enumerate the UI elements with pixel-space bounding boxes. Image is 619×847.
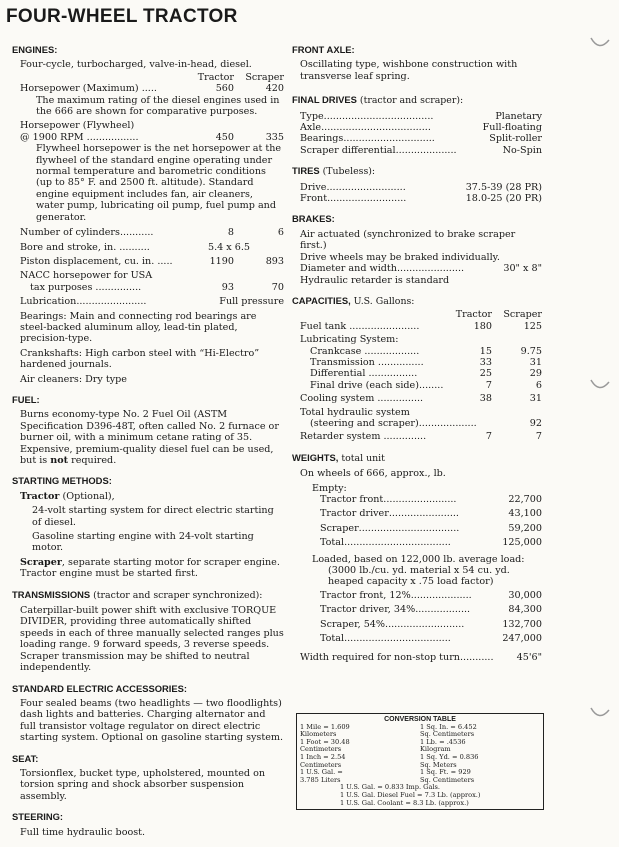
section-heading: TRANSMISSIONS (tractor and scraper synchronized):: [12, 588, 263, 601]
spec-row: Tractor front ........................ 22,700: [320, 494, 542, 505]
spec-row: Horsepower (Maximum) ..... 560 420: [20, 83, 284, 95]
crankshafts-text: Crankshafts: High carbon steel with “Hi-Electro” hardened journals.: [20, 347, 260, 371]
spec-row: Tractor driver, 34% .................. 84,300: [320, 604, 542, 616]
conversion-entry: 1 Lb. = .4536 Kilogram: [420, 737, 466, 754]
conversion-entry: 1 Sq. In. = 6.452 Sq. Centimeters: [420, 722, 477, 739]
conversion-entry: 1 U.S. Gal. Diesel Fuel = 7.3 Lb. (approx.): [340, 790, 481, 799]
spec-row: Scraper ................................. 59,200: [320, 522, 542, 534]
scraper-starting: Scraper, separate starting motor for scraper engine. Tractor engine must be started first.: [20, 556, 280, 580]
brakes-line: Air actuated (synchronized to brake scraper first.): [300, 228, 516, 252]
spec-row: Drive .......................... 37.5-39 (28 PR): [300, 181, 542, 193]
conversion-entry: 1 U.S. Gal. Coolant = 8.3 Lb. (approx.): [340, 798, 469, 807]
weights-line: heaped capacity x .75 load factor): [328, 576, 494, 588]
spec-row: tax purposes ............... 93 70: [30, 281, 284, 293]
final-drives-section: [292, 94, 542, 156]
spec-row: Total ................................... 125,000: [320, 537, 542, 549]
table-row: Fuel tank ....................... 180 125: [300, 320, 542, 332]
section-heading: FRONT AXLE:: [292, 44, 355, 55]
spec-row: Type .................................... Planetary: [300, 110, 542, 122]
table-row: (steering and scraper)................... 92: [310, 417, 542, 429]
note: Flywheel horsepower is the net horsepower at the flywheel of the standard engine operating under normal temperature and barometric conditions (up to 85° F. and 2500 ft. altitude). Standard engine equipment includes fan, air cleaners, water pump, lubricating oil pump, fuel pump and generator.: [36, 143, 282, 223]
spec-row: Bearings .............................. Split-roller: [300, 133, 542, 145]
table-row: Final drive (each side)........ 7 6: [310, 379, 542, 391]
transmissions-text: Caterpillar-built power shift with exclusive TORQUE DIVIDER, providing three automatically shifted speeds in each of three manually selected ranges plus loading range. 9 forward speeds, 3 reverse speeds. Scraper transmission may be shifted to neutral independently.: [20, 605, 284, 674]
table-row: Retarder system .............. 7 7: [300, 431, 542, 443]
table-row: Differential ................ 25 29: [310, 368, 542, 380]
spec-row: Front .......................... 18.0-25 (20 PR): [300, 193, 542, 205]
spec-row: Bore and stroke, in. .......... 5.4 x 6.5: [20, 241, 251, 253]
weights-line: On wheels of 666, approx., lb.: [300, 468, 446, 480]
front-axle-text: Oscillating type, wishbone construction with transverse leaf spring.: [300, 59, 518, 82]
section-heading: FINAL DRIVES (tractor and scraper):: [292, 94, 464, 107]
section-heading: ENGINES:: [12, 44, 58, 55]
air-cleaners-text: Air cleaners: Dry type: [20, 373, 127, 385]
section-heading: STARTING METHODS:: [12, 475, 112, 487]
spec-row: Number of cylinders........... 8 6: [20, 227, 284, 239]
electric-section: [12, 683, 284, 744]
spec-row: Axle .................................... Full-floating: [300, 122, 542, 134]
fuel-text: Burns economy-type No. 2 Fuel Oil (ASTM Specification D396-48T, often called No. 2 furnace or burner oil, with a minimum cetane rating of 35. Expensive, premium-quality diesel fuel can be used, but is not required.: [20, 409, 279, 466]
weights-line: (3000 lb./cu. yd. material x 54 cu. yd.: [328, 565, 510, 577]
capacities-section: [292, 295, 542, 443]
spec-row: Width required for non-stop turn ........... 45'6": [300, 652, 542, 664]
fuel-section: [12, 394, 284, 466]
section-heading: STANDARD ELECTRIC ACCESSORIES:: [12, 682, 188, 694]
conversion-table: [296, 713, 544, 810]
spec-label: Horsepower (Flywheel): [20, 120, 135, 132]
tires-section: [292, 165, 542, 204]
table-row: Transmission ............... 33 31: [310, 356, 542, 368]
brakes-line: Hydraulic retarder is standard: [300, 274, 450, 286]
conversion-entry: 1 U.S. Gal. = 3.785 Liters: [300, 768, 343, 784]
brakes-section: [292, 213, 542, 285]
spec-row: Diameter and width ...................... 30" x 8": [300, 263, 542, 275]
bearings-text: Bearings: Main and connecting rod bearings are steel-backed aluminum alloy, lead-tin plated, precision-type.: [20, 310, 257, 345]
section-heading: WEIGHTS, total unit: [292, 451, 385, 464]
col-tractor: Tractor: [455, 309, 492, 321]
table-row: Crankcase .................. 15 9.75: [310, 345, 542, 357]
conversion-entry: 1 U.S. Gal. = 0.833 Imp. Gals.: [340, 783, 440, 792]
starting-option: Gasoline starting engine with 24-volt starting motor.: [32, 531, 254, 554]
seat-section: [12, 753, 284, 803]
conversion-entry: 1 Sq. Ft. = 929 Sq. Centimeters: [420, 768, 475, 784]
page-title: FOUR-WHEEL TRACTOR: [6, 6, 238, 27]
weights-section: [292, 452, 542, 664]
spec-label: NACC horsepower for USA: [20, 270, 153, 282]
steering-section: [12, 811, 284, 838]
conversion-entry: 1 Inch = 2.54 Centimeters: [300, 752, 346, 769]
col-scraper: Scraper: [245, 71, 284, 83]
front-axle-section: [292, 44, 542, 82]
starting-section: STARTING METHODS: Tractor (Optional), 24-volt starting system for direct electric starting of diesel. Gasoline starting engine with 24-volt starting motor. Scraper, separate starting motor for scraper engine. Tractor engine must be started first.: [12, 475, 284, 579]
section-heading: CAPACITIES, U.S. Gallons:: [292, 294, 415, 307]
spec-label: Total hydraulic system: [300, 406, 410, 418]
steering-text: Full time hydraulic boost.: [20, 826, 146, 838]
punch-hole-icon: [585, 30, 613, 58]
weights-line: Loaded, based on 122,000 lb. average load:: [312, 553, 525, 565]
transmissions-section: [12, 589, 284, 674]
spec-row: Scraper, 54% .......................... 132,700: [320, 618, 542, 630]
spec-row: Total ................................... 247,000: [320, 633, 542, 645]
spec-row: Scraper differential .................... No-Spin: [300, 144, 542, 156]
electric-text: Four sealed beams (two headlights — two floodlights) dash lights and batteries. Charging alternator and full transistor voltage regulator on direct electric starting system. Optional on gasoline starting system.: [20, 697, 284, 744]
conversion-entry: 1 Foot = 30.48 Centimeters: [300, 737, 350, 754]
section-heading: FUEL:: [12, 393, 40, 405]
col-scraper: Scraper: [503, 309, 542, 321]
punch-hole-icon: [585, 700, 613, 728]
spec-row: Lubrication....................... Full pressure: [20, 296, 284, 308]
spec-row: Tractor front, 12% .................... 30,000: [320, 589, 542, 601]
left-column: [12, 44, 284, 847]
conversion-entry: 1 Mile = 1.609 Kilometers: [300, 722, 350, 739]
punch-hole-icon: [585, 372, 613, 400]
seat-text: Torsionflex, bucket type, upholstered, mounted on torsion spring and shock absorber suspension assembly.: [20, 767, 266, 802]
spec-row: @ 1900 RPM ................. 450 335: [20, 131, 284, 143]
section-heading: TIRES (Tubeless):: [292, 165, 376, 178]
col-tractor: Tractor: [197, 71, 234, 83]
conversion-entry: 1 Sq. Yd. = 0.836 Sq. Meters: [420, 752, 479, 769]
section-heading: SEAT:: [12, 752, 39, 764]
conversion-title: CONVERSION TABLE: [384, 716, 456, 723]
spec-row: Piston displacement, cu. in. ..... 1190 893: [20, 255, 284, 267]
spec-label: Lubricating System:: [300, 334, 399, 346]
starting-option: 24-volt starting system for direct electric starting of diesel.: [32, 505, 274, 528]
weights-line: Empty:: [312, 482, 347, 494]
section-heading: BRAKES:: [292, 213, 335, 225]
engines-section: [12, 44, 284, 385]
section-heading: STEERING:: [12, 811, 64, 823]
brakes-line: Drive wheels may be braked individually.: [300, 251, 500, 263]
right-column: [292, 44, 542, 673]
engines-intro: Four-cycle, turbocharged, valve-in-head, diesel.: [20, 59, 252, 71]
table-row: Cooling system ............... 38 31: [300, 393, 542, 405]
note: The maximum rating of the diesel engines used in the 666 are shown for comparative purposes.: [36, 94, 280, 118]
spec-row: Tractor driver ....................... 43,100: [320, 508, 542, 520]
